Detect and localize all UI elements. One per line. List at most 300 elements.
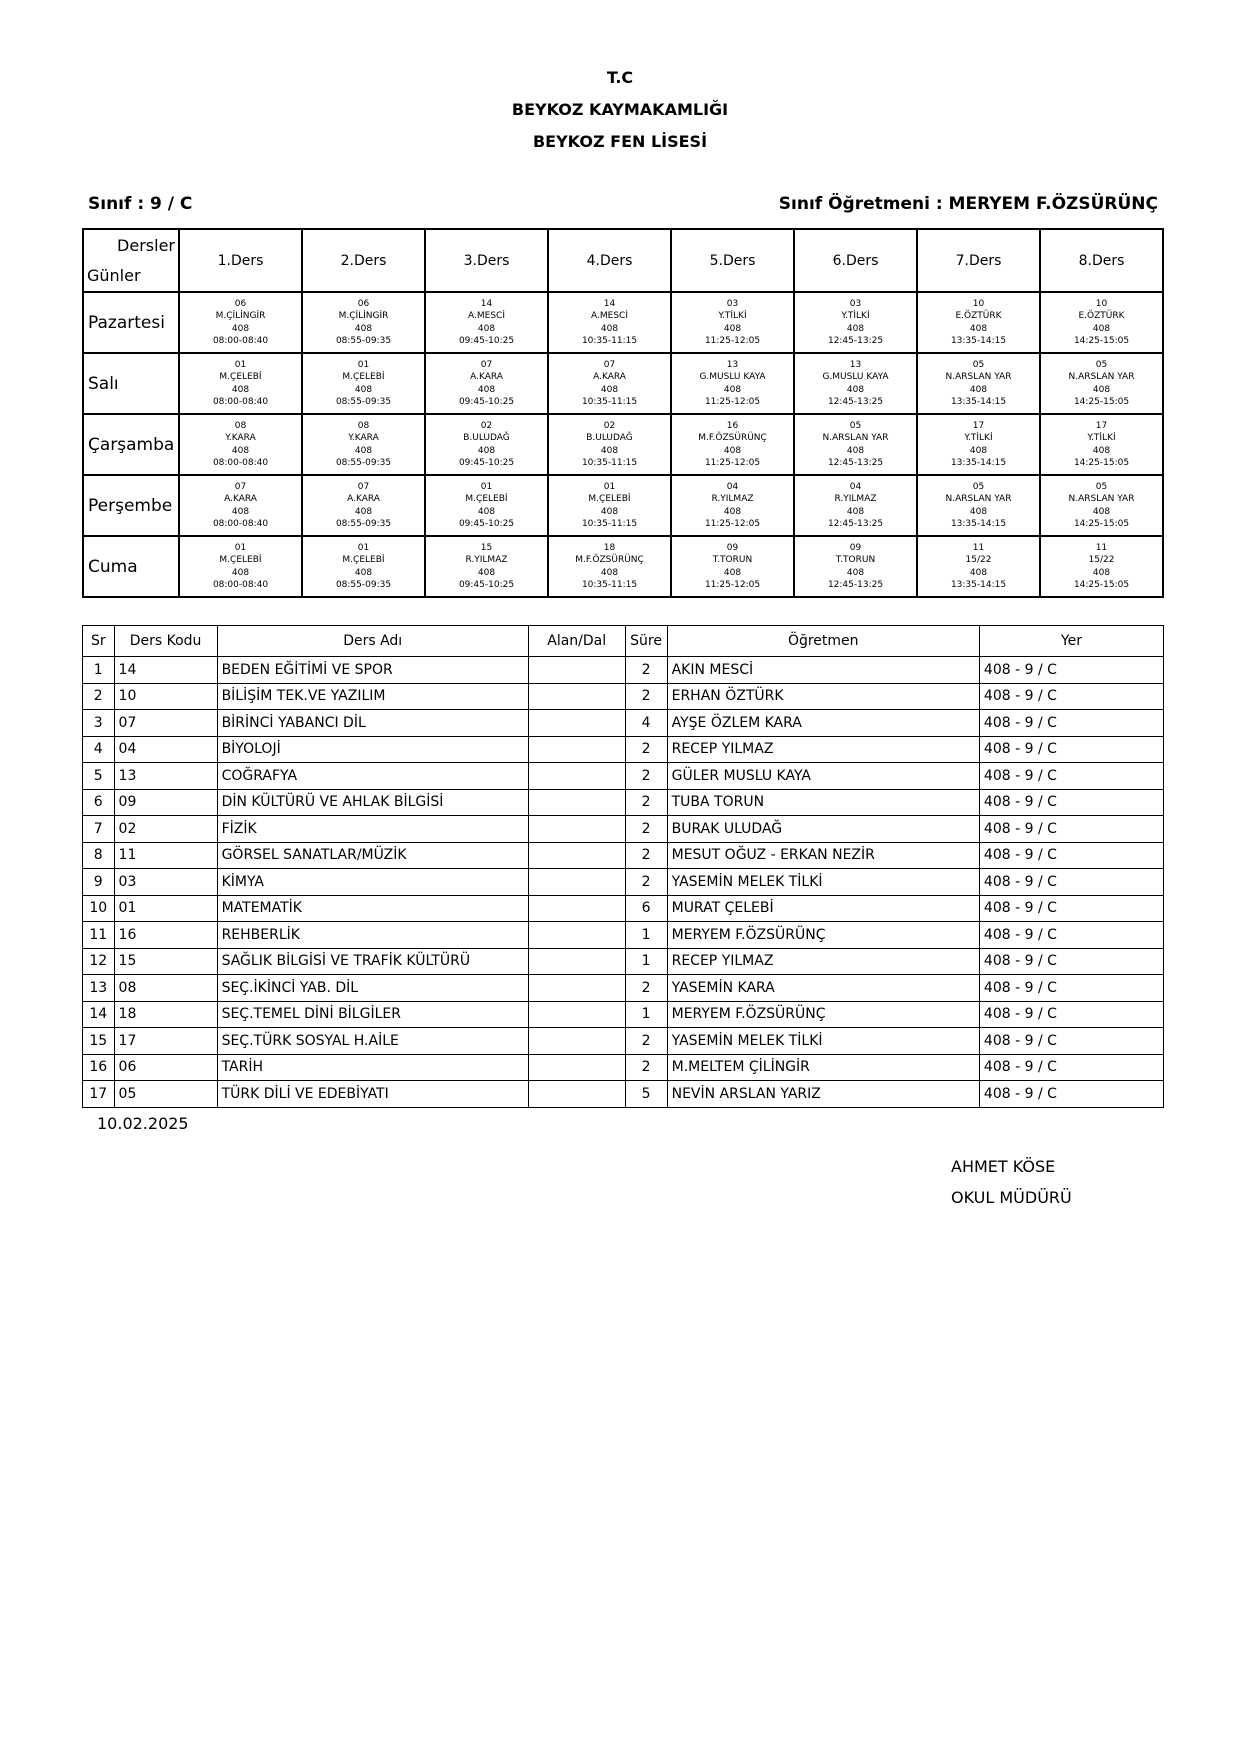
lesson-time: 13:35-14:15 [950,519,1007,529]
lesson-cell [425,353,548,414]
lesson-time: 10:35-11:15 [581,580,638,590]
day-name: Pazartesi [83,292,179,353]
course-sr: 1 [83,657,115,684]
lesson-teacher: M.F.ÖZSÜRÜNÇ [575,555,644,565]
course-location: 408 - 9 / C [979,895,1163,922]
course-location: 408 - 9 / C [979,1028,1163,1055]
lesson-code: 06 [357,298,370,309]
lesson-room: 408 [231,567,250,578]
course-col-duration: Süre [625,626,667,657]
lesson-room: 408 [231,445,250,456]
course-name: TÜRK DİLİ VE EDEBİYATI [217,1081,528,1108]
lesson-time: 12:45-13:25 [827,397,884,407]
course-field [528,683,625,710]
day-name: Salı [83,353,179,414]
lesson-code: 08 [357,420,370,431]
lesson-code: 01 [480,481,493,492]
course-row [83,1028,1164,1055]
lesson-room: 408 [969,445,988,456]
lesson-cell [425,414,548,475]
lesson-cell [917,414,1040,475]
course-sr: 10 [83,895,115,922]
course-code: 15 [114,948,217,975]
lesson-code: 03 [849,298,862,309]
lesson-code: 11 [1095,542,1108,553]
lesson-cell [548,536,671,597]
lesson-cell [302,353,425,414]
lesson-room: 408 [600,323,619,334]
course-duration: 2 [625,842,667,869]
schedule-header-row [83,229,1163,292]
course-code: 18 [114,1001,217,1028]
course-duration: 2 [625,763,667,790]
lesson-room: 408 [354,323,373,334]
course-col-teacher: Öğretmen [667,626,979,657]
lesson-cell [425,475,548,536]
lesson-teacher: N.ARSLAN YAR [1068,372,1135,382]
lesson-code: 01 [234,542,247,553]
lesson-room: 408 [477,384,496,395]
lesson-cell [302,414,425,475]
course-row [83,948,1164,975]
day-name: Cuma [83,536,179,597]
course-field [528,869,625,896]
lesson-time: 13:35-14:15 [950,336,1007,346]
lesson-cell [1040,536,1163,597]
course-duration: 2 [625,789,667,816]
lesson-room: 408 [723,445,742,456]
lesson-time: 11:25-12:05 [704,519,761,529]
course-code: 14 [114,657,217,684]
lesson-code: 09 [726,542,739,553]
lesson-room: 408 [1092,445,1111,456]
course-code: 06 [114,1054,217,1081]
course-code: 03 [114,869,217,896]
lesson-code: 07 [357,481,370,492]
course-sr: 12 [83,948,115,975]
lesson-teacher: Y.KARA [348,433,379,443]
lesson-room: 408 [231,506,250,517]
course-name: SEÇ.TEMEL DİNİ BİLGİLER [217,1001,528,1028]
course-duration: 2 [625,657,667,684]
course-row [83,922,1164,949]
lesson-room: 408 [354,567,373,578]
lesson-room: 408 [354,384,373,395]
course-duration: 1 [625,1001,667,1028]
period-header: 2.Ders [302,229,425,292]
period-header: 1.Ders [179,229,302,292]
lesson-time: 14:25-15:05 [1073,519,1130,529]
header-school: BEYKOZ FEN LİSESİ [532,132,708,151]
lesson-code: 02 [603,420,616,431]
course-code: 08 [114,975,217,1002]
course-teacher: YASEMİN MELEK TİLKİ [667,869,979,896]
course-teacher: GÜLER MUSLU KAYA [667,763,979,790]
header-district: BEYKOZ KAYMAKAMLIĞI [511,100,729,119]
lesson-time: 11:25-12:05 [704,580,761,590]
lesson-code: 17 [1095,420,1108,431]
lesson-code: 14 [480,298,493,309]
lesson-cell [794,292,917,353]
lesson-time: 11:25-12:05 [704,397,761,407]
course-field [528,1028,625,1055]
lesson-time: 10:35-11:15 [581,519,638,529]
lesson-cell [917,353,1040,414]
lesson-time: 09:45-10:25 [458,519,515,529]
lesson-teacher: T.TORUN [712,555,753,565]
lesson-room: 408 [354,506,373,517]
course-code: 05 [114,1081,217,1108]
course-name: BEDEN EĞİTİMİ VE SPOR [217,657,528,684]
lesson-room: 408 [846,323,865,334]
course-row [83,895,1164,922]
lesson-time: 12:45-13:25 [827,336,884,346]
lesson-teacher: Y.KARA [225,433,256,443]
course-field [528,736,625,763]
course-sr: 15 [83,1028,115,1055]
course-field [528,948,625,975]
course-sr: 17 [83,1081,115,1108]
lesson-code: 09 [849,542,862,553]
schedule-day-row [83,475,1163,536]
course-teacher: RECEP YILMAZ [667,948,979,975]
lesson-room: 408 [969,506,988,517]
course-sr: 7 [83,816,115,843]
course-teacher: MESUT OĞUZ - ERKAN NEZİR [667,842,979,869]
course-code: 07 [114,710,217,737]
lesson-time: 08:55-09:35 [335,458,392,468]
lesson-cell [179,414,302,475]
course-sr: 8 [83,842,115,869]
course-location: 408 - 9 / C [979,1081,1163,1108]
course-code: 13 [114,763,217,790]
lesson-room: 408 [969,323,988,334]
schedule-day-row [83,292,1163,353]
lesson-code: 16 [726,420,739,431]
course-row [83,683,1164,710]
lesson-cell [302,292,425,353]
lesson-time: 09:45-10:25 [458,580,515,590]
lesson-code: 05 [972,359,985,370]
lesson-code: 06 [234,298,247,309]
course-code: 02 [114,816,217,843]
course-name: BİRİNCİ YABANCI DİL [217,710,528,737]
period-header: 6.Ders [794,229,917,292]
course-teacher: AYŞE ÖZLEM KARA [667,710,979,737]
course-col-sr: Sr [83,626,115,657]
period-header: 4.Ders [548,229,671,292]
course-col-field: Alan/Dal [528,626,625,657]
lesson-code: 03 [726,298,739,309]
course-teacher: ERHAN ÖZTÜRK [667,683,979,710]
course-body [83,657,1164,1108]
lesson-time: 12:45-13:25 [827,580,884,590]
lesson-time: 14:25-15:05 [1073,397,1130,407]
lesson-teacher: R.YILMAZ [465,555,508,565]
lesson-cell [671,353,794,414]
lesson-code: 04 [726,481,739,492]
course-name: BİLİŞİM TEK.VE YAZILIM [217,683,528,710]
course-name: DİN KÜLTÜRÜ VE AHLAK BİLGİSİ [217,789,528,816]
lesson-teacher: M.ÇELEBİ [465,494,508,504]
lesson-time: 08:55-09:35 [335,580,392,590]
lesson-room: 408 [723,384,742,395]
course-duration: 2 [625,869,667,896]
course-teacher: NEVİN ARSLAN YARIZ [667,1081,979,1108]
lesson-room: 408 [723,323,742,334]
course-sr: 4 [83,736,115,763]
lesson-time: 10:35-11:15 [581,458,638,468]
lesson-room: 408 [231,384,250,395]
course-teacher: RECEP YILMAZ [667,736,979,763]
lesson-time: 13:35-14:15 [950,397,1007,407]
course-location: 408 - 9 / C [979,816,1163,843]
course-duration: 2 [625,736,667,763]
lesson-code: 13 [849,359,862,370]
lesson-time: 14:25-15:05 [1073,580,1130,590]
lesson-code: 05 [1095,359,1108,370]
lesson-cell [548,353,671,414]
lesson-time: 12:45-13:25 [827,458,884,468]
course-field [528,789,625,816]
course-row [83,842,1164,869]
course-teacher: YASEMİN MELEK TİLKİ [667,1028,979,1055]
class-label: Sınıf : 9 / C [88,194,193,214]
lesson-cell [179,292,302,353]
lesson-teacher: M.ÇELEBİ [219,555,262,565]
schedule-corner-cell [83,229,179,292]
lesson-teacher: T.TORUN [835,555,876,565]
lesson-time: 08:55-09:35 [335,336,392,346]
course-teacher: YASEMİN KARA [667,975,979,1002]
course-code: 01 [114,895,217,922]
course-code: 10 [114,683,217,710]
lesson-teacher: B.ULUDAĞ [463,433,510,443]
lesson-cell [794,414,917,475]
period-header: 8.Ders [1040,229,1163,292]
lesson-room: 408 [477,445,496,456]
lesson-code: 01 [357,359,370,370]
course-duration: 6 [625,895,667,922]
lesson-teacher: B.ULUDAĞ [586,433,633,443]
lesson-teacher: M.ÇELEBİ [588,494,631,504]
course-teacher: MURAT ÇELEBİ [667,895,979,922]
course-location: 408 - 9 / C [979,922,1163,949]
course-code: 04 [114,736,217,763]
lesson-room: 408 [723,567,742,578]
lesson-cell [425,292,548,353]
course-duration: 4 [625,710,667,737]
lesson-code: 07 [234,481,247,492]
lesson-teacher: N.ARSLAN YAR [945,372,1012,382]
course-code: 17 [114,1028,217,1055]
lesson-room: 408 [1092,323,1111,334]
lesson-room: 408 [477,567,496,578]
lesson-cell [179,475,302,536]
course-field [528,1081,625,1108]
course-field [528,922,625,949]
period-header: 5.Ders [671,229,794,292]
lesson-time: 09:45-10:25 [458,397,515,407]
lesson-teacher: A.KARA [593,372,626,382]
lesson-cell [671,414,794,475]
course-duration: 5 [625,1081,667,1108]
lesson-cell [671,475,794,536]
header-tc: T.C [606,68,634,87]
course-location: 408 - 9 / C [979,683,1163,710]
lesson-room: 408 [600,567,619,578]
lesson-teacher: E.ÖZTÜRK [1078,311,1125,321]
course-sr: 3 [83,710,115,737]
lesson-room: 408 [231,323,250,334]
lesson-teacher: N.ARSLAN YAR [822,433,889,443]
course-name: TARİH [217,1054,528,1081]
course-location: 408 - 9 / C [979,842,1163,869]
lesson-time: 08:55-09:35 [335,519,392,529]
lesson-teacher: 15/22 [1088,555,1115,565]
corner-days-label: Günler [87,266,141,285]
schedule-day-row [83,536,1163,597]
lesson-time: 09:45-10:25 [458,336,515,346]
course-row [83,763,1164,790]
course-field [528,1054,625,1081]
course-sr: 11 [83,922,115,949]
lesson-teacher: R.YILMAZ [711,494,754,504]
course-location: 408 - 9 / C [979,710,1163,737]
course-list-table [82,625,1164,1108]
lesson-cell [1040,292,1163,353]
lesson-room: 408 [846,445,865,456]
principal-name: AHMET KÖSE [951,1157,1056,1176]
course-duration: 2 [625,816,667,843]
lesson-time: 13:35-14:15 [950,580,1007,590]
day-name: Perşembe [83,475,179,536]
course-location: 408 - 9 / C [979,1054,1163,1081]
course-code: 09 [114,789,217,816]
course-teacher: BURAK ULUDAĞ [667,816,979,843]
lesson-cell [917,475,1040,536]
lesson-code: 08 [234,420,247,431]
lesson-cell [671,292,794,353]
lesson-cell [794,353,917,414]
lesson-teacher: G.MUSLU KAYA [822,372,889,382]
principal-title: OKUL MÜDÜRÜ [951,1188,1072,1207]
lesson-cell [1040,353,1163,414]
lesson-room: 408 [600,445,619,456]
lesson-code: 11 [972,542,985,553]
schedule-day-row [83,414,1163,475]
course-row [83,657,1164,684]
lesson-teacher: M.ÇİLİNGİR [338,311,389,321]
lesson-time: 10:35-11:15 [581,336,638,346]
course-row [83,975,1164,1002]
lesson-room: 408 [477,506,496,517]
lesson-room: 408 [1092,506,1111,517]
course-name: MATEMATİK [217,895,528,922]
course-duration: 2 [625,683,667,710]
lesson-cell [794,536,917,597]
lesson-teacher: Y.TİLKİ [964,433,993,443]
lesson-teacher: M.ÇELEBİ [342,372,385,382]
lesson-cell [794,475,917,536]
lesson-code: 05 [1095,481,1108,492]
course-location: 408 - 9 / C [979,1001,1163,1028]
lesson-cell [917,292,1040,353]
course-code: 11 [114,842,217,869]
course-field [528,975,625,1002]
course-name: KİMYA [217,869,528,896]
course-row [83,736,1164,763]
course-row [83,710,1164,737]
lesson-cell [302,536,425,597]
class-teacher-label: Sınıf Öğretmeni : MERYEM F.ÖZSÜRÜNÇ [778,194,1158,214]
course-row [83,1054,1164,1081]
lesson-time: 14:25-15:05 [1073,458,1130,468]
lesson-time: 08:00-08:40 [212,458,269,468]
lesson-cell [425,536,548,597]
course-name: GÖRSEL SANATLAR/MÜZİK [217,842,528,869]
course-field [528,710,625,737]
course-location: 408 - 9 / C [979,789,1163,816]
course-col-code: Ders Kodu [114,626,217,657]
course-teacher: MERYEM F.ÖZSÜRÜNÇ [667,1001,979,1028]
lesson-code: 05 [972,481,985,492]
course-sr: 5 [83,763,115,790]
lesson-time: 13:35-14:15 [950,458,1007,468]
weekly-schedule-table [82,228,1164,598]
lesson-teacher: A.MESCİ [468,311,505,321]
course-row [83,1081,1164,1108]
lesson-teacher: N.ARSLAN YAR [945,494,1012,504]
lesson-time: 14:25-15:05 [1073,336,1130,346]
course-col-name: Ders Adı [217,626,528,657]
lesson-room: 408 [969,384,988,395]
lesson-room: 408 [600,506,619,517]
corner-lessons-label: Dersler [117,236,175,255]
lesson-teacher: A.KARA [470,372,503,382]
lesson-teacher: R.YILMAZ [834,494,877,504]
lesson-code: 07 [480,359,493,370]
lesson-teacher: 15/22 [965,555,992,565]
course-location: 408 - 9 / C [979,763,1163,790]
course-duration: 2 [625,1028,667,1055]
lesson-teacher: M.ÇELEBİ [219,372,262,382]
lesson-time: 11:25-12:05 [704,458,761,468]
lesson-time: 11:25-12:05 [704,336,761,346]
lesson-teacher: Y.TİLKİ [718,311,747,321]
lesson-time: 08:00-08:40 [212,519,269,529]
lesson-time: 08:55-09:35 [335,397,392,407]
lesson-teacher: A.KARA [224,494,257,504]
lesson-code: 15 [480,542,493,553]
period-header: 3.Ders [425,229,548,292]
course-duration: 2 [625,975,667,1002]
schedule-body [83,292,1163,597]
lesson-code: 13 [726,359,739,370]
lesson-room: 408 [477,323,496,334]
lesson-room: 408 [1092,384,1111,395]
course-header-row [83,626,1164,657]
lesson-cell [1040,414,1163,475]
course-sr: 9 [83,869,115,896]
course-location: 408 - 9 / C [979,975,1163,1002]
course-field [528,1001,625,1028]
lesson-teacher: A.MESCİ [591,311,628,321]
course-field [528,895,625,922]
course-location: 408 - 9 / C [979,657,1163,684]
course-teacher: MERYEM F.ÖZSÜRÜNÇ [667,922,979,949]
lesson-code: 02 [480,420,493,431]
